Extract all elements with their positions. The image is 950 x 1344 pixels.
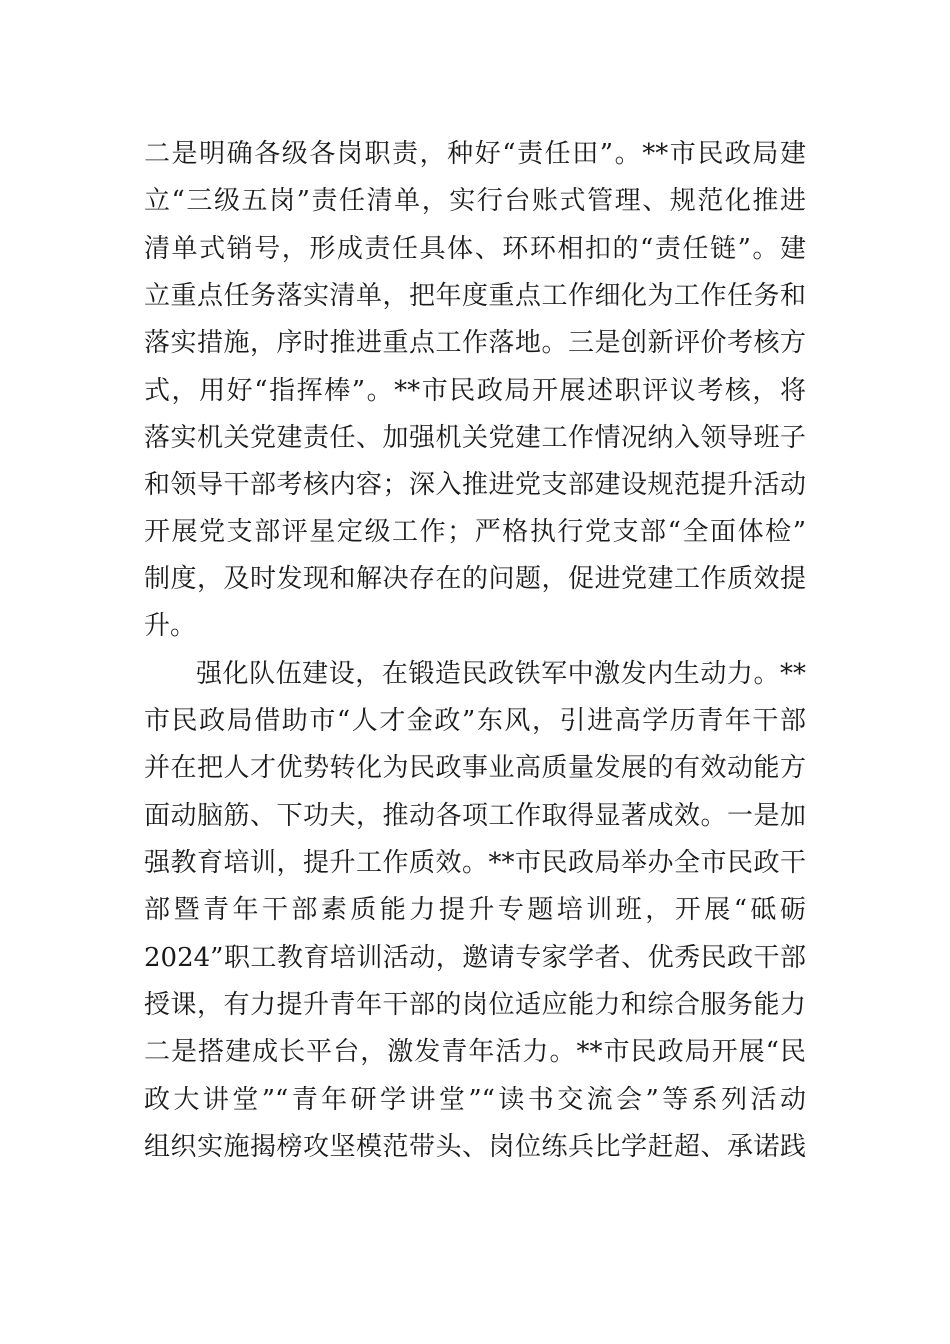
- text-line: 和领导干部考核内容；深入推进党支部建设规范提升活动: [144, 470, 806, 500]
- text-line: 市民政局借助市“人才金政”东风，引进高学历青年干部: [144, 706, 806, 736]
- text-line: 升。: [144, 611, 197, 641]
- text-line: 开展党支部评星定级工作；严格执行党支部“全面体检”: [144, 517, 806, 547]
- text-line: 部暨青年干部素质能力提升专题培训班，开展“砥砺: [144, 895, 806, 925]
- text-line: 强教育培训，提升工作质效。**市民政局举办全市民政干: [144, 848, 806, 878]
- text-line: 二是搭建成长平台，激发青年活力。**市民政局开展“民: [144, 1037, 806, 1067]
- text-line: 2024”职工教育培训活动，邀请专家学者、优秀民政干部: [144, 943, 806, 973]
- text-line: 立重点任务落实清单，把年度重点工作细化为工作任务和: [144, 281, 806, 311]
- text-line: 组织实施揭榜攻坚模范带头、岗位练兵比学赶超、承诺践: [144, 1132, 806, 1162]
- text-line: 落实机关党建责任、加强机关党建工作情况纳入领导班子: [144, 423, 806, 453]
- text-line: 并在把人才优势转化为民政事业高质量发展的有效动能方: [144, 753, 806, 783]
- text-line: 二是明确各级各岗职责，种好“责任田”。**市民政局建: [144, 139, 806, 169]
- text-line: 制度，及时发现和解决存在的问题，促进党建工作质效提: [144, 564, 806, 594]
- text-line: 落实措施，序时推进重点工作落地。三是创新评价考核方: [144, 328, 806, 358]
- text-line: 面动脑筋、下功夫，推动各项工作取得显著成效。一是加: [144, 801, 806, 831]
- text-line: 立“三级五岗”责任清单，实行台账式管理、规范化推进: [144, 186, 806, 216]
- text-line: 政大讲堂”“青年研学讲堂”“读书交流会”等系列活动: [144, 1085, 806, 1115]
- text-line: 授课，有力提升青年干部的岗位适应能力和综合服务能力: [144, 990, 806, 1020]
- text-line: 清单式销号，形成责任具体、环环相扣的“责任链”。建: [144, 234, 806, 264]
- text-line: 式，用好“指挥棒”。**市民政局开展述职评议考核，将: [144, 376, 806, 406]
- paragraph-first-line: 强化队伍建设，在锻造民政铁军中激发内生动力。**: [196, 659, 806, 689]
